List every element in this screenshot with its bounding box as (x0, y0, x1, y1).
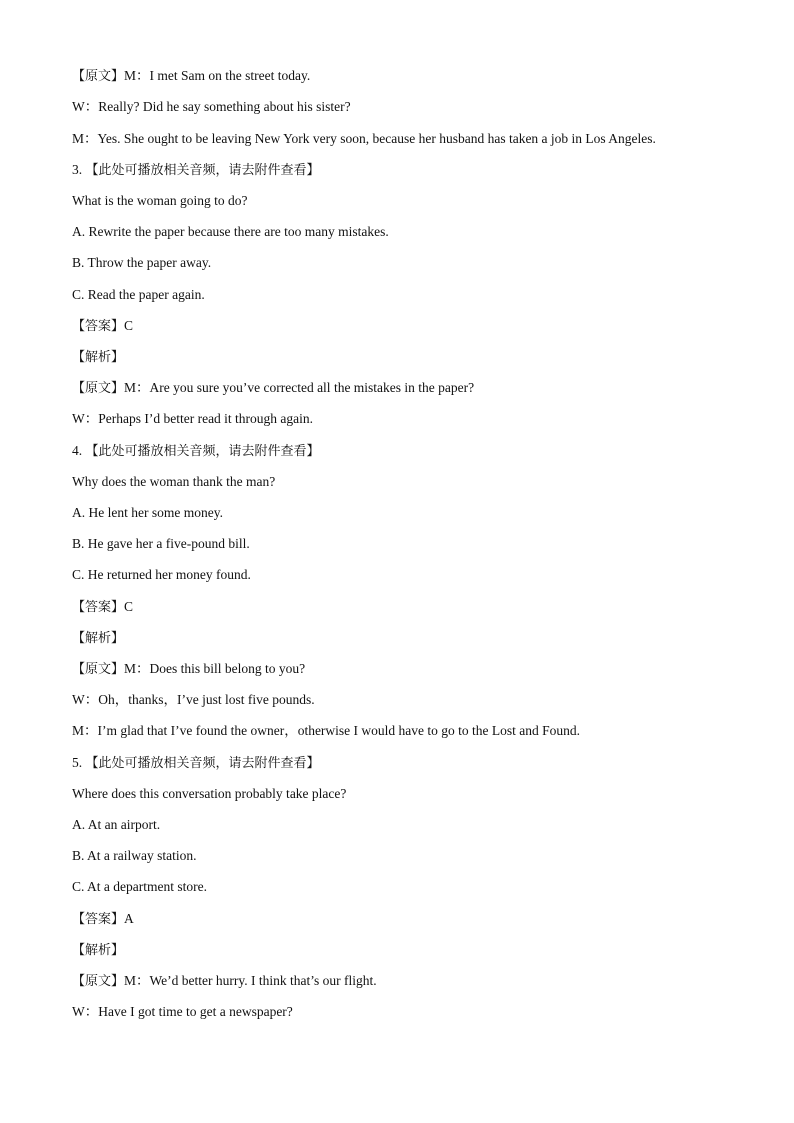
text-line: 【原文】M：I met Sam on the street today. (72, 68, 311, 84)
analysis-label: 【解析】 (72, 350, 125, 365)
text-line: 【原文】M：We’d better hurry. I think that’s our flight. (72, 973, 377, 989)
option-b: B. Throw the paper away. (72, 255, 212, 270)
answer-line: 【答案】A (72, 911, 134, 927)
option-a: A. At an airport. (72, 817, 161, 832)
option-a: A. He lent her some money. (72, 505, 223, 520)
text-line: M：I’m glad that I’ve found the owner，otherwise I would have to go to the Lost and Found. (72, 723, 581, 738)
option-c: C. Read the paper again. (72, 287, 205, 302)
text-line: M：Yes. She ought to be leaving New York very soon, because her husband has taken a job in Los Angeles. (72, 131, 656, 146)
question-text: Why does the woman thank the man? (72, 474, 276, 489)
answer-line: 【答案】C (72, 318, 134, 334)
text-line: W：Oh，thanks，I’ve just lost five pounds. (72, 692, 315, 707)
text-line: W：Really? Did he say something about his sister? (72, 99, 351, 114)
audio-placeholder-line: 5. 【此处可播放相关音频，请去附件查看】 (72, 755, 320, 771)
option-b: B. He gave her a five-pound bill. (72, 536, 250, 551)
option-c: C. At a department store. (72, 879, 207, 894)
answer-line: 【答案】C (72, 599, 134, 615)
question-text: Where does this conversation probably take place? (72, 786, 347, 801)
option-b: B. At a railway station. (72, 848, 197, 863)
audio-placeholder-line: 4. 【此处可播放相关音频，请去附件查看】 (72, 443, 320, 459)
audio-placeholder-line: 3. 【此处可播放相关音频，请去附件查看】 (72, 162, 320, 178)
text-line: 【原文】M：Are you sure you’ve corrected all the mistakes in the paper? (72, 380, 475, 396)
option-a: A. Rewrite the paper because there are too many mistakes. (72, 224, 389, 239)
text-line: 【原文】M：Does this bill belong to you? (72, 661, 306, 677)
analysis-label: 【解析】 (72, 943, 125, 958)
analysis-label: 【解析】 (72, 631, 125, 646)
text-line: W：Have I got time to get a newspaper? (72, 1004, 293, 1019)
option-c: C. He returned her money found. (72, 567, 251, 582)
text-line: W：Perhaps I’d better read it through again. (72, 411, 314, 426)
question-text: What is the woman going to do? (72, 193, 248, 208)
